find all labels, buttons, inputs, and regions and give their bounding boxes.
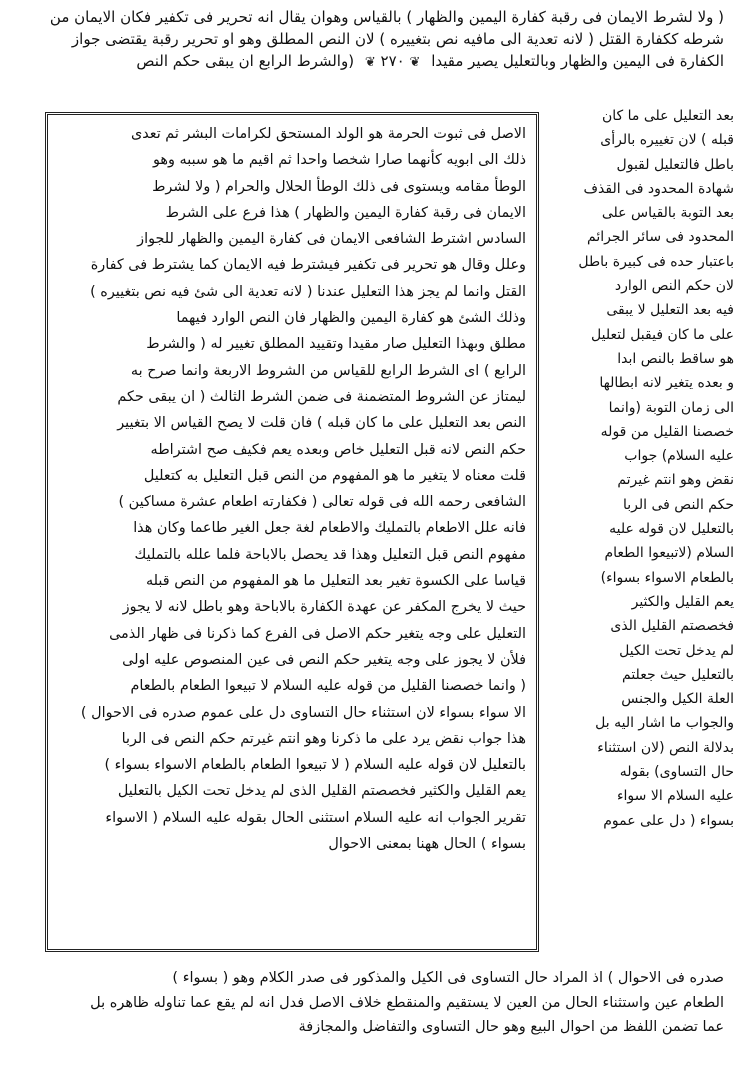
side-line: بعد التعليل على ما كان (601, 108, 734, 124)
main-line: التعليل على وجه يتغير حكم الاصل فى الفرع كما ذكرنا فى ظهار الذمى (109, 625, 526, 642)
main-line: وذلك الشئ هو كفارة اليمين والظهار فان النص الوارد فيهما (176, 310, 526, 327)
top-line: ( ولا لشرط الايمان فى رقبة كفارة اليمين والظهار ) بالقياس وهوان يقال انه تحرير فى تكفير فكان الايمان من (49, 8, 724, 26)
side-line: شهادة المحدود فى القذف (583, 180, 734, 197)
side-line: بعد التوبة بالقياس على (601, 205, 734, 222)
top-line-text-end: (والشرط الرابع ان يبقى حكم النص (136, 52, 355, 70)
side-line: لم يدخل تحت الكيل (619, 642, 734, 659)
side-line: على ما كان فيقبل لتعليل (591, 326, 734, 343)
side-line: الى زمان التوبة (وانما (608, 399, 734, 416)
top-line-text: الكفارة فى اليمين والظهار وبالتعليل يصير مقيدا (431, 52, 724, 70)
main-text (58, 121, 526, 857)
main-line: مفهوم النص قبل التعليل وهذا قد يحصل بالاباحة فلما علله بالتمليك (134, 546, 526, 563)
bottom-line: عما تضمن اللفظ من احوال البيع وهو حال التساوى والتفاضل والمجازفة (298, 1019, 724, 1035)
bottom-line: صدره فى الاحوال ) اذ المراد حال التساوى فى الكيل والمذكور فى صدر الكلام وهو ( بسواء ) (172, 970, 724, 986)
page-number-group (359, 50, 427, 74)
side-line: قبله ) لان تغييره بالرأى (600, 132, 734, 149)
side-line: باعتبار حده فى كبيرة باطل (578, 253, 734, 270)
main-line: الرابع ) اى الشرط الرابع للقياس من الشروط الاربعة وانما صرح به (130, 362, 526, 379)
main-line: بالتعليل لان قوله عليه السلام ( لا تبيعوا الطعام بالطعام الاسواء بسواء ) (104, 757, 526, 774)
side-line: السلام (لاتبيعوا الطعام (604, 545, 734, 562)
main-line: الايمان فى رقبة كفارة اليمين والظهار ) هذا فرع على الشرط (165, 204, 526, 221)
main-line: فلأن لا يجوز على وجه يتغير حكم النص فى عين المنصوص عليه اولى (122, 651, 526, 668)
main-line: النص بعد التعليل على ما كان قبله ) فان قلت لا يصح القياس الا بتغيير (117, 415, 526, 432)
side-line: بالتعليل لان قوله عليه (609, 521, 734, 538)
main-line: هذا جواب نقض يرد على ما ذكرنا وهو انتم غيرتم حكم النص فى الربا (121, 730, 526, 747)
main-line: القتل وانما لم يجز هذا التعليل عندنا ( لانه تعدية الى شئ فيه نص بتغييره ) (90, 283, 526, 300)
top-line (40, 50, 724, 72)
page-number: ٢٧٠ (380, 52, 405, 70)
main-line: يعم القليل والكثير فخصصتم القليل الذى لم يدخل تحت الكيل بالتعليل (117, 783, 526, 800)
main-line: ( وانما خصصنا القليل من قوله عليه السلام لا تبيعوا الطعام بالطعام (130, 678, 526, 695)
side-line: العلة الكيل والجنس (621, 691, 734, 708)
main-line: قلت معناه لا يتغير ما هو المفهوم من النص قبل التعليل به كتعليل (143, 467, 526, 484)
ornament-icon: ❦ (364, 55, 376, 70)
side-line: والجواب ما اشار اليه بل (595, 715, 734, 732)
side-line: لان حكم النص الوارد (614, 278, 734, 295)
bottom-line: الطعام عين واستثناء الحال من العين لا يستقيم والمنقطع خلاف الاصل فدل انه لم يقع عما تناوله ظاهره بل (90, 994, 724, 1011)
side-line: بسواء ( دل على عموم (603, 812, 734, 829)
main-line: ليمتاز عن الشروط المتضمنة فى ضمن الشرط الثالث ( ان يبقى حكم (117, 388, 526, 405)
side-line: و بعده يتغير لانه ابطالها (599, 375, 734, 392)
side-line: خصصنا القليل من قوله (600, 423, 734, 440)
side-line: فخصصتم القليل الذى (610, 618, 734, 635)
main-line: الا سواء بسواء لان استثناء حال التساوى دل على عموم صدره فى الاحوال ) (80, 704, 526, 721)
side-line: بدلالة النص (لان استثناء (597, 739, 734, 756)
side-line: باطل فالتعليل لقبول (616, 156, 734, 173)
side-commentary (578, 104, 734, 833)
side-line: هو ساقط بالنص ابدا (617, 350, 734, 367)
side-line: بالطعام الاسواء بسواء) (600, 569, 734, 586)
main-line: السادس اشترط الشافعى الايمان فى كفارة اليمين والظهار للجواز (137, 231, 526, 248)
main-line: وعلل وقال هو تحرير فى تكفير فيشترط فيه الايمان كما يشترط فى كفارة (90, 257, 526, 274)
main-line: فانه علل الاطعام بالتمليك والاطعام لغة جعل الغير طاعما وكان هذا (133, 520, 526, 537)
top-commentary (40, 6, 724, 72)
side-line: يعم القليل والكثير (631, 593, 734, 610)
side-line: نقض وهو انتم غيرتم (617, 472, 734, 489)
top-line: شرطه ككفارة القتل ( لانه تعدية الى مافيه نص بتغييره ) لان النص المطلق وهو او تحرير رقبة يقتضى جواز (71, 30, 724, 48)
main-line: مطلق وبهذا التعليل صار مقيدا وتقييد المطلق تغيير له ( والشرط (146, 336, 526, 353)
side-line: عليه السلام) جواب (624, 448, 734, 465)
main-line: الشافعى رحمه الله فى قوله تعالى ( فكفارته اطعام عشرة مساكين ) (118, 494, 526, 511)
side-line: حال التساوى) بقوله (619, 764, 734, 781)
ornament-icon: ❦ (409, 55, 421, 70)
main-line: قياسا على الكسوة تغير بعد التعليل ما هو المفهوم من النص قبله (145, 573, 526, 590)
bottom-commentary (40, 966, 724, 1040)
side-line: فيه بعد التعليل لا يبقى (606, 302, 734, 319)
main-line: الاصل فى ثبوت الحرمة هو الولد المستحق لكرامات البشر ثم تعدى (130, 126, 526, 142)
main-text-frame (45, 112, 539, 952)
side-line: عليه السلام الا سواء (616, 788, 734, 805)
main-line: ذلك الى ابويه كأنهما صارا شخصا واحدا ثم اقيم ما هو سببه وهو (152, 152, 526, 169)
side-line: حكم النص فى الربا (623, 496, 734, 513)
main-line: حكم النص لانه قبل التعليل خاص وبعده يعم فكيف صح اشتراطه (150, 441, 526, 458)
side-line: بالتعليل حيث جعلتم (622, 666, 734, 683)
main-line: بسواء ) الحال ههنا بمعنى الاحوال (328, 836, 526, 853)
main-line: تقرير الجواب انه عليه السلام استثنى الحال بقوله عليه السلام ( الاسواء (105, 809, 526, 826)
main-line: الوطأ مقامه ويستوى فى ذلك الوطأ الحلال والحرام ( ولا لشرط (152, 178, 526, 195)
main-line: حيث لا يخرج المكفر عن عهدة الكفارة بالاباحة وهو باطل لانه لا يجوز (122, 599, 526, 616)
side-line: المحدود فى سائر الجرائم (587, 229, 734, 246)
